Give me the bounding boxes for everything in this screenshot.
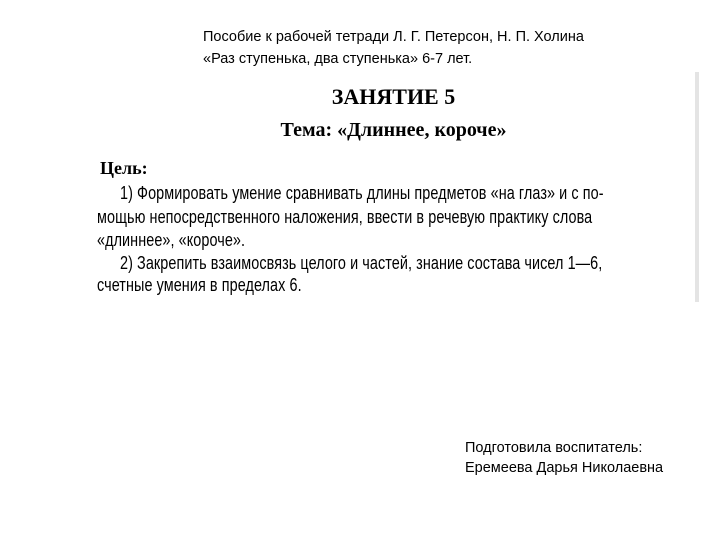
- goal-line-2: мощью непосредственного наложения, ввести в речевую практику слова: [97, 207, 593, 227]
- goal-label: Цель:: [100, 158, 148, 178]
- goal-line-4: 2) Закрепить взаимосвязь целого и частей, знание состава чисел 1—6,: [120, 253, 603, 273]
- goal-line-3: «длиннее», «короче».: [97, 230, 246, 250]
- source-line-2: «Раз ступенька, два ступенька» 6-7 лет.: [203, 51, 473, 67]
- goal-line-1: 1) Формировать умение сравнивать длины предметов «на глаз» и с по-: [120, 183, 604, 203]
- scanned-lesson-image: [92, 72, 699, 302]
- lesson-title: ЗАНЯТИЕ 5: [331, 84, 456, 109]
- source-line-1: Пособие к рабочей тетради Л. Г. Петерсон, Н. П. Холина: [203, 29, 584, 45]
- lesson-theme: Тема: «Длиннее, короче»: [280, 119, 507, 141]
- source-note: [203, 26, 584, 70]
- author-role: Подготовила воспитатель:: [465, 440, 643, 456]
- goal-line-5: счетные умения в пределах 6.: [97, 275, 302, 295]
- author-note: [465, 438, 663, 478]
- author-name: Еремеева Дарья Николаевна: [465, 460, 664, 476]
